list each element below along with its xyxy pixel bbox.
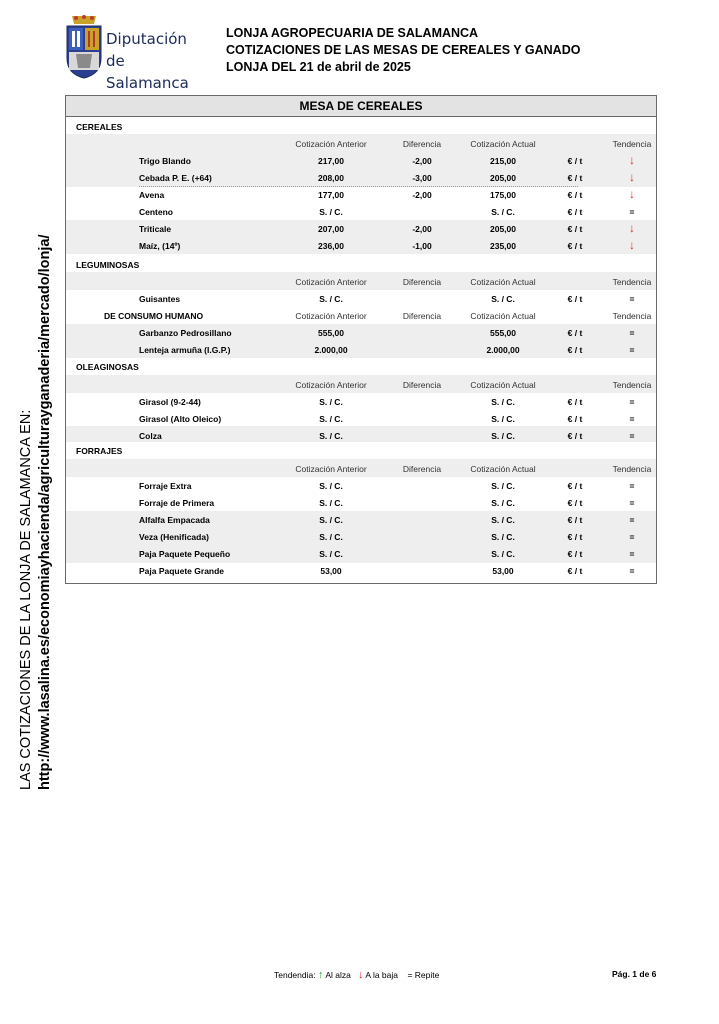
- side-line1: LAS COTIZACIONES DE LA LONJA DE SALAMANCA EN:: [18, 409, 34, 790]
- col-anterior: Cotización Anterior: [295, 380, 367, 390]
- cell-anterior: 217,00: [318, 156, 344, 166]
- cell-diferencia: -2,00: [412, 190, 432, 200]
- header-line2: COTIZACIONES DE LAS MESAS DE CEREALES Y GANADO: [226, 43, 581, 57]
- table-row: [66, 152, 656, 169]
- col-actual: Cotización Actual: [470, 139, 536, 149]
- cell-name: Alfalfa Empacada: [139, 515, 210, 525]
- cell-anterior: S. / C.: [319, 207, 343, 217]
- column-header-row: [66, 135, 656, 152]
- cell-unit: € / t: [567, 328, 583, 338]
- cell-unit: € / t: [567, 397, 583, 407]
- cell-unit: € / t: [567, 515, 583, 525]
- page-number: Pág. 1 de 6: [612, 969, 657, 979]
- cell-anterior: 236,00: [318, 241, 344, 251]
- cell-name: Forraje Extra: [139, 481, 192, 491]
- cell-anterior: 2.000,00: [314, 345, 348, 355]
- cell-name: Girasol (Alto Oleico): [139, 414, 222, 424]
- cell-actual: S. / C.: [491, 397, 515, 407]
- trend-equal-icon: =: [629, 549, 635, 559]
- cell-unit: € / t: [567, 294, 583, 304]
- cell-actual: 215,00: [490, 156, 516, 166]
- cell-unit: € / t: [567, 481, 583, 491]
- table-row: [66, 477, 656, 494]
- coat-of-arms-icon: [64, 14, 104, 80]
- cell-unit: € / t: [567, 431, 583, 441]
- cell-anterior: 177,00: [318, 190, 344, 200]
- legend-repeat-label: = Repite: [407, 970, 440, 980]
- price-table: [65, 95, 657, 584]
- header-line1: LONJA AGROPECUARIA DE SALAMANCA: [226, 26, 479, 40]
- table-title: MESA DE CEREALES: [66, 96, 656, 117]
- trend-equal-icon: =: [629, 498, 635, 508]
- table-row: [66, 220, 656, 237]
- trend-equal-icon: =: [629, 207, 635, 217]
- cell-unit: € / t: [567, 498, 583, 508]
- trend-equal-icon: =: [629, 566, 635, 576]
- column-header-row: [66, 273, 656, 290]
- cell-name: Guisantes: [139, 294, 181, 304]
- table-row: [66, 494, 656, 511]
- trend-down-icon: ↓: [629, 170, 635, 184]
- cell-unit: € / t: [567, 241, 583, 251]
- trend-equal-icon: =: [629, 532, 635, 542]
- cell-anterior: 53,00: [320, 566, 342, 576]
- cell-actual: S. / C.: [491, 481, 515, 491]
- col-diferencia: Diferencia: [402, 311, 442, 321]
- arrow-up-icon: ↑: [317, 969, 324, 981]
- cell-unit: € / t: [567, 190, 583, 200]
- cell-name: Paja Paquete Pequeño: [139, 549, 231, 559]
- col-tendencia: Tendencia: [612, 139, 652, 149]
- trend-down-icon: ↓: [629, 221, 635, 235]
- cell-unit: € / t: [567, 414, 583, 424]
- cell-actual: 235,00: [490, 241, 516, 251]
- cell-anterior: S. / C.: [319, 294, 343, 304]
- cell-anterior: 207,00: [318, 224, 344, 234]
- cell-unit: € / t: [567, 224, 583, 234]
- cell-anterior: S. / C.: [319, 397, 343, 407]
- cell-unit: € / t: [567, 156, 583, 166]
- logo-line2: de Salamanca: [106, 52, 189, 92]
- cell-unit: € / t: [567, 566, 583, 576]
- cell-actual: S. / C.: [491, 294, 515, 304]
- cell-anterior: S. / C.: [319, 515, 343, 525]
- col-actual: Cotización Actual: [470, 311, 536, 321]
- cell-diferencia: -2,00: [412, 224, 432, 234]
- col-diferencia: Diferencia: [402, 464, 442, 474]
- trend-equal-icon: =: [629, 345, 635, 355]
- col-anterior: Cotización Anterior: [295, 311, 367, 321]
- table-row: [66, 186, 656, 203]
- cell-actual: S. / C.: [491, 498, 515, 508]
- table-row: [66, 393, 656, 410]
- column-header-row: [66, 460, 656, 477]
- cell-anterior: S. / C.: [319, 498, 343, 508]
- cell-name: Centeno: [139, 207, 173, 217]
- col-tendencia: Tendencia: [612, 464, 652, 474]
- table-row: [66, 545, 656, 562]
- section-cereales: CEREALES: [76, 122, 123, 132]
- cell-name: Garbanzo Pedrosillano: [139, 328, 232, 338]
- cell-anterior: S. / C.: [319, 414, 343, 424]
- column-header-row: [66, 376, 656, 393]
- table-row: [66, 511, 656, 528]
- cell-actual: S. / C.: [491, 414, 515, 424]
- cell-actual: 555,00: [490, 328, 516, 338]
- cell-diferencia: -3,00: [412, 173, 432, 183]
- cell-name: Avena: [139, 190, 165, 200]
- col-actual: Cotización Actual: [470, 464, 536, 474]
- header-line3: LONJA DEL 21 de abril de 2025: [226, 60, 411, 74]
- cell-name: Girasol (9-2-44): [139, 397, 201, 407]
- table-row: [66, 341, 656, 358]
- col-tendencia: Tendencia: [612, 311, 652, 321]
- cell-anterior: S. / C.: [319, 532, 343, 542]
- col-actual: Cotización Actual: [470, 380, 536, 390]
- cell-actual: 205,00: [490, 173, 516, 183]
- table-row: [66, 237, 656, 254]
- trend-equal-icon: =: [629, 328, 635, 338]
- cell-diferencia: -2,00: [412, 156, 432, 166]
- document-header: [226, 25, 580, 76]
- cell-name: Cebada P. E. (+64): [139, 173, 212, 183]
- cell-actual: 205,00: [490, 224, 516, 234]
- side-banner: [17, 30, 55, 790]
- table-row: [66, 427, 656, 444]
- arrow-down-icon: ↓: [357, 969, 364, 981]
- section-forrajes: FORRAJES: [76, 446, 123, 456]
- cell-actual: S. / C.: [491, 207, 515, 217]
- legend-up-label: Al alza: [325, 970, 351, 980]
- trend-equal-icon: =: [629, 431, 635, 441]
- col-tendencia: Tendencia: [612, 277, 652, 287]
- legend-down-label: A la baja: [365, 970, 399, 980]
- col-anterior: Cotización Anterior: [295, 139, 367, 149]
- col-anterior: Cotización Anterior: [295, 277, 367, 287]
- table-row: [66, 169, 656, 186]
- cell-actual: 53,00: [492, 566, 514, 576]
- table-row: [66, 324, 656, 341]
- cell-unit: € / t: [567, 532, 583, 542]
- section-oleaginosas: OLEAGINOSAS: [76, 362, 139, 372]
- cell-name: Trigo Blando: [139, 156, 191, 166]
- trend-equal-icon: =: [629, 414, 635, 424]
- trend-equal-icon: =: [629, 515, 635, 525]
- trend-equal-icon: =: [629, 294, 635, 304]
- section-consumo: DE CONSUMO HUMANO: [104, 311, 204, 321]
- cell-actual: S. / C.: [491, 532, 515, 542]
- col-anterior: Cotización Anterior: [295, 464, 367, 474]
- cell-unit: € / t: [567, 345, 583, 355]
- trend-legend: [274, 969, 439, 981]
- cell-name: Paja Paquete Grande: [139, 566, 225, 576]
- cell-actual: 175,00: [490, 190, 516, 200]
- table-row: [66, 562, 656, 579]
- col-diferencia: Diferencia: [402, 139, 442, 149]
- trend-down-icon: ↓: [629, 238, 635, 252]
- trend-equal-icon: =: [629, 397, 635, 407]
- cell-unit: € / t: [567, 173, 583, 183]
- cell-anterior: S. / C.: [319, 481, 343, 491]
- table-row: [66, 410, 656, 427]
- cell-unit: € / t: [567, 207, 583, 217]
- col-diferencia: Diferencia: [402, 277, 442, 287]
- table-row: [66, 290, 656, 307]
- cell-unit: € / t: [567, 549, 583, 559]
- side-url-link[interactable]: http://www.lasalina.es/economiayhacienda/agriculturayganaderia/mercado/lonja/: [37, 234, 53, 790]
- cell-actual: S. / C.: [491, 431, 515, 441]
- trend-equal-icon: =: [629, 481, 635, 491]
- cell-name: Veza (Henificada): [139, 532, 209, 542]
- cell-name: Colza: [139, 431, 162, 441]
- cell-actual: S. / C.: [491, 549, 515, 559]
- table-row: [66, 203, 656, 220]
- cell-diferencia: -1,00: [412, 241, 432, 251]
- table-row: [66, 528, 656, 545]
- cell-name: Maíz, (14º): [139, 241, 181, 251]
- consumo-header-row: [66, 307, 656, 324]
- cell-actual: S. / C.: [491, 515, 515, 525]
- col-actual: Cotización Actual: [470, 277, 536, 287]
- cell-actual: 2.000,00: [486, 345, 520, 355]
- col-tendencia: Tendencia: [612, 380, 652, 390]
- col-diferencia: Diferencia: [402, 380, 442, 390]
- cell-name: Lenteja armuña (I.G.P.): [139, 345, 231, 355]
- legend-label: Tendendia:: [274, 970, 316, 980]
- cell-anterior: 555,00: [318, 328, 344, 338]
- cell-name: Forraje de Primera: [139, 498, 215, 508]
- diputacion-logo: [64, 14, 204, 92]
- cell-name: Triticale: [139, 224, 172, 234]
- trend-down-icon: ↓: [629, 153, 635, 167]
- divider: [139, 186, 578, 187]
- cell-anterior: S. / C.: [319, 431, 343, 441]
- section-leguminosas: LEGUMINOSAS: [76, 260, 140, 270]
- cell-anterior: 208,00: [318, 173, 344, 183]
- cell-anterior: S. / C.: [319, 549, 343, 559]
- trend-down-icon: ↓: [629, 187, 635, 201]
- logo-line1: Diputación: [106, 30, 187, 48]
